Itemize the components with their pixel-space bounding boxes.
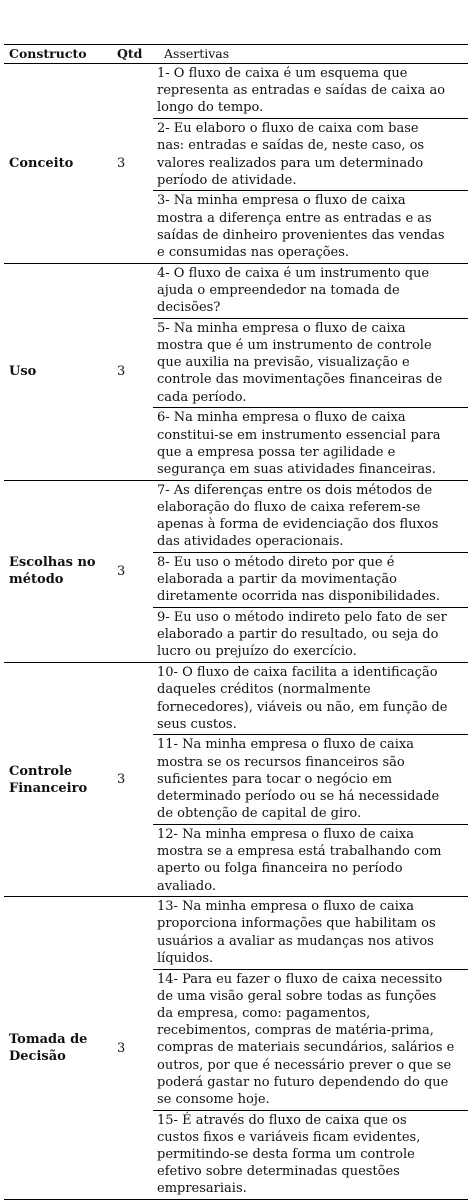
- statement-line: representa as entradas e saídas de caixa ao: [157, 83, 446, 99]
- statement-line: 15- É através do fluxo de caixa que os: [157, 1112, 407, 1128]
- statement-line: 3- Na minha empresa o fluxo de caixa: [157, 193, 406, 209]
- statement-line: avaliado.: [157, 878, 216, 894]
- statement-line: 9- Eu uso o método indireto pelo fato de ser: [157, 610, 447, 625]
- quantity-value: 3: [117, 1040, 126, 1056]
- quantity-value: 3: [117, 155, 126, 171]
- table-top-rule: [4, 44, 468, 45]
- statement-line: longo do tempo.: [157, 100, 264, 116]
- statement-line: custos fixos e variáveis ficam evidentes,: [157, 1129, 421, 1145]
- statement-line: efetivo sobre determinadas questões: [157, 1164, 400, 1180]
- statement-line: outros, por que é necessário prever o que se: [157, 1057, 452, 1073]
- statement-line: usuários a avaliar as mudanças nos ativos: [157, 933, 434, 949]
- statement-line: 11- Na minha empresa o fluxo de caixa: [157, 737, 414, 753]
- statement-separator: [153, 969, 468, 970]
- statement-line: 4- O fluxo de caixa é um instrumento que: [157, 265, 430, 281]
- statement-line: poderá gastar no futuro dependendo do que: [157, 1074, 449, 1090]
- statement-line: aperto ou folga financeira no período: [157, 861, 403, 877]
- statement-cell: [157, 65, 462, 117]
- statement-line: seus custos.: [157, 716, 237, 732]
- statement-separator: [153, 734, 468, 735]
- statement-line: de uma visão geral sobre todas as funções: [157, 988, 437, 1004]
- construct-label: Escolhas no método: [9, 555, 96, 588]
- statement-line: permitindo-se desta forma um controle: [157, 1147, 415, 1162]
- statement-line: 14- Para eu fazer o fluxo de caixa necessito: [157, 971, 443, 987]
- statement-separator: [153, 190, 468, 191]
- statement-line: 13- Na minha empresa o fluxo de caixa: [157, 899, 414, 915]
- statement-separator: [153, 318, 468, 319]
- statement-line: 12- Na minha empresa o fluxo de caixa: [157, 826, 414, 842]
- quantity-value: 3: [117, 772, 126, 788]
- statement-cell: [157, 320, 462, 406]
- statement-line: determinado período ou se há necessidade: [157, 789, 440, 804]
- header-qtd: Qtd: [117, 46, 143, 61]
- statement-line: que a empresa possa ter agilidade e: [157, 444, 396, 460]
- statement-line: de obtenção de capital de giro.: [157, 806, 362, 822]
- statement-cell: [157, 409, 462, 478]
- statement-line: 1- O fluxo de caixa é um esquema que: [157, 66, 408, 81]
- statement-line: mostra que é um instrumento de controle: [157, 338, 432, 353]
- statement-line: segurança em suas atividades financeiras.: [157, 461, 436, 477]
- statement-line: 6- Na minha empresa o fluxo de caixa: [157, 410, 406, 426]
- statement-line: que auxilia na previsão, visualização e: [157, 355, 410, 371]
- statement-line: lucro ou prejuízo do exercício.: [157, 644, 357, 660]
- statement-cell: [157, 554, 462, 606]
- statement-separator: [153, 1110, 468, 1111]
- statement-line: suficientes para tocar o negócio em: [157, 771, 393, 787]
- statement-cell: [157, 609, 462, 661]
- statement-line: da empresa, como: pagamentos,: [157, 1005, 371, 1021]
- statement-line: fornecedores), viáveis ou não, em função de: [157, 699, 448, 715]
- statement-separator: [153, 552, 468, 553]
- statement-cell: [157, 265, 462, 317]
- statement-line: e consumidas nas operações.: [157, 245, 350, 260]
- statement-line: cada período.: [157, 389, 247, 405]
- statement-cell: [157, 736, 462, 822]
- statement-line: mostra se a empresa está trabalhando com: [157, 844, 442, 860]
- statement-line: 2- Eu elaboro o fluxo de caixa com base: [157, 121, 419, 137]
- statement-cell: [157, 120, 462, 189]
- construct-label: Uso: [9, 364, 37, 380]
- header-construct: Constructo: [9, 46, 87, 61]
- statement-cell: [157, 826, 462, 895]
- statement-line: elaborada a partir da movimentação: [157, 572, 397, 588]
- statement-line: 5- Na minha empresa o fluxo de caixa: [157, 320, 406, 336]
- statement-line: 7- As diferenças entre os dois métodos de: [157, 482, 433, 498]
- statement-line: se consome hoje.: [157, 1091, 270, 1107]
- statement-cell: [157, 898, 462, 967]
- statement-line: valores realizados para um determinado: [157, 155, 424, 171]
- statement-line: controle das movimentações financeiras de: [157, 372, 443, 388]
- statement-separator: [153, 118, 468, 119]
- statement-line: 10- O fluxo de caixa facilita a identificação: [157, 665, 438, 681]
- statement-line: diretamente ocorrida nas disponibilidades.: [157, 589, 440, 605]
- statement-line: líquidos.: [157, 950, 214, 966]
- construct-label: Tomada de Decisão: [9, 1032, 88, 1065]
- statement-line: daqueles créditos (normalmente: [157, 682, 371, 698]
- statement-line: mostra se os recursos financeiros são: [157, 754, 405, 770]
- statement-separator: [153, 607, 468, 608]
- statement-line: das atividades operacionais.: [157, 534, 344, 550]
- construct-label: Conceito: [9, 155, 74, 171]
- statement-line: mostra a diferença entre as entradas e as: [157, 210, 432, 226]
- statement-cell: [157, 482, 462, 551]
- statement-line: ajuda o empreendedor na tomada de: [157, 282, 400, 298]
- statement-separator: [153, 407, 468, 408]
- header-statements: Assertivas: [164, 46, 230, 61]
- statement-line: apenas à forma de evidenciação dos fluxos: [157, 517, 439, 532]
- group-bottom-rule: [4, 896, 468, 897]
- statement-cell: [157, 664, 462, 733]
- statement-separator: [153, 824, 468, 825]
- statement-line: saídas de dinheiro provenientes das vendas: [157, 227, 445, 243]
- construct-label: Controle Financeiro: [9, 763, 88, 796]
- header-bottom-rule: [4, 63, 468, 64]
- statement-line: nas: entradas e saídas de, neste caso, os: [157, 138, 425, 154]
- statement-cell: [157, 971, 462, 1109]
- statement-line: recebimentos, compras de matéria-prima,: [157, 1023, 434, 1039]
- group-bottom-rule: [4, 662, 468, 663]
- statement-line: empresariais.: [157, 1181, 247, 1197]
- group-bottom-rule: [4, 480, 468, 481]
- statement-line: constitui-se em instrumento essencial para: [157, 427, 441, 443]
- statement-line: compras de materiais secundários, salários e: [157, 1040, 455, 1056]
- statement-line: período de atividade.: [157, 172, 297, 188]
- quantity-value: 3: [117, 364, 126, 380]
- statement-line: proporciona informações que habilitam os: [157, 916, 436, 932]
- statement-line: decisões?: [157, 300, 221, 316]
- statement-line: 8- Eu uso o método direto por que é: [157, 554, 395, 570]
- quantity-value: 3: [117, 563, 126, 579]
- statement-line: elaboração do fluxo de caixa referem-se: [157, 499, 421, 515]
- statement-line: elaborado a partir do resultado, ou seja do: [157, 627, 439, 643]
- statement-cell: [157, 1112, 462, 1198]
- statement-cell: [157, 192, 462, 261]
- group-bottom-rule: [4, 263, 468, 264]
